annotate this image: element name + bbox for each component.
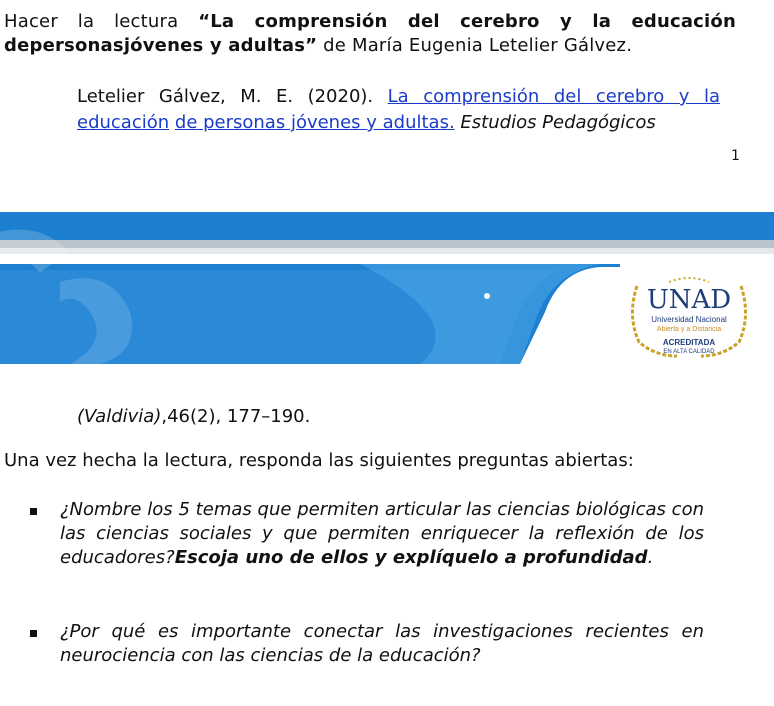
citation-link-part1[interactable]: La comprensión del cerebro y la educación [77, 86, 720, 133]
logo-line1: Universidad Nacional [651, 315, 727, 324]
question-1 [60, 498, 704, 570]
logo-brand: UNAD [646, 285, 732, 315]
citation-continuation [77, 406, 310, 427]
question-2: ¿Por qué es importante conectar las investigaciones recientes en neurociencia con las ciencias de la educación? [60, 621, 704, 666]
intro-suffix: de María Eugenia Letelier Gálvez. [317, 35, 633, 56]
logo-accredited: ACREDITADA [662, 338, 716, 347]
logo-quality: EN ALTA CALIDAD [663, 349, 715, 355]
citation [77, 84, 720, 136]
reading-title: “La comprensión del cerebro y la educación depersonasjóvenes y adultas” [4, 11, 736, 56]
unad-logo [625, 276, 753, 360]
question-1-end: . [647, 547, 654, 568]
question-1-bold: Escoja uno de ellos y explíquelo a profundidad [174, 547, 648, 568]
citation-link-part2[interactable]: de personas jóvenes y adultas. [174, 112, 455, 133]
bullet-2 [30, 630, 37, 637]
page-number: 1 [731, 148, 740, 164]
intro-prefix: Hacer la lectura [4, 11, 199, 32]
citation-authors: Letelier Gálvez, M. E. (2020). [77, 86, 388, 107]
question-1-text: ¿Nombre los 5 temas que permiten articular las ciencias biológicas con las ciencias sociales y que permiten enriquecer la reflexión de los educadores? [60, 499, 704, 568]
instruction-text: Una vez hecha la lectura, responda las siguientes preguntas abiertas: [4, 450, 634, 471]
citation-journal: Estudios Pedagógicos [454, 112, 656, 133]
citation-city: (Valdivia) [77, 406, 162, 427]
citation-volume: ,46(2), 177–190. [161, 406, 311, 427]
intro-paragraph [4, 10, 736, 58]
bullet-1 [30, 508, 37, 515]
logo-line2: Abierta y a Distancia [656, 326, 722, 333]
